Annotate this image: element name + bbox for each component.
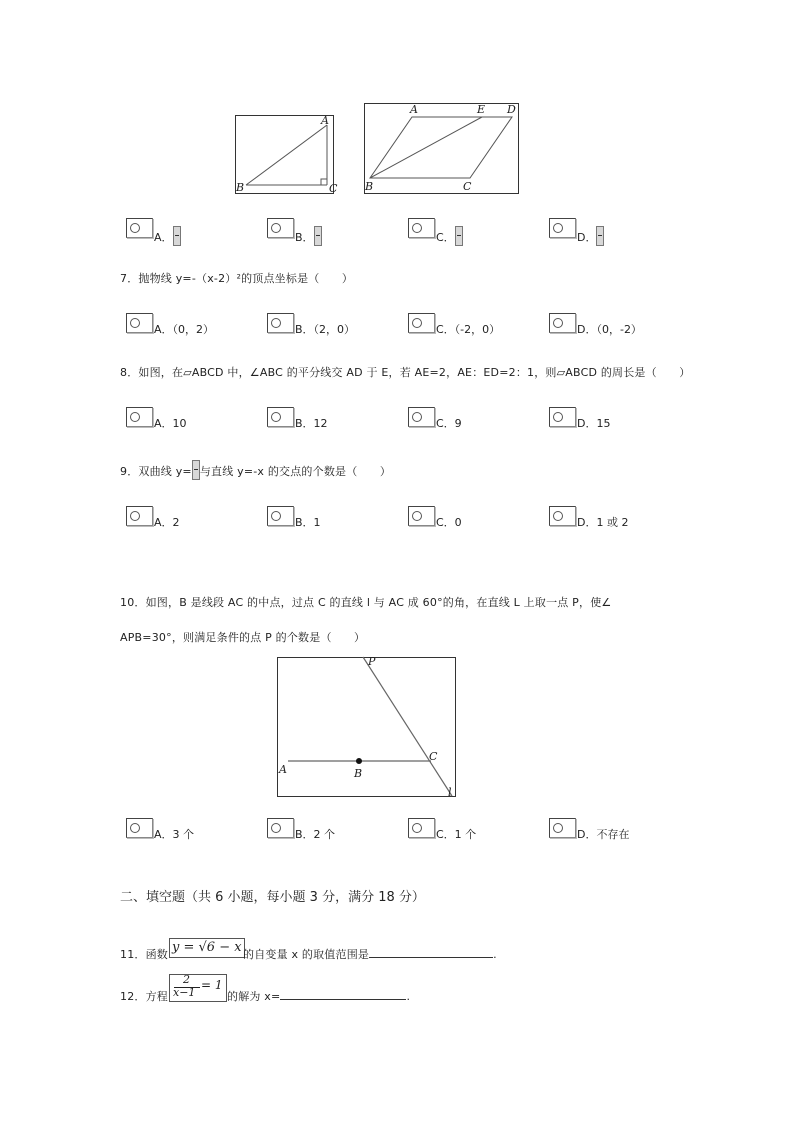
q11-formula: y = √6 − x [169, 938, 245, 958]
q6-option-c-checkbox[interactable] [408, 218, 435, 238]
q9-option-c-checkbox[interactable] [408, 506, 435, 526]
radio-icon [271, 511, 281, 521]
q8-option-b[interactable] [267, 407, 367, 429]
radio-icon [130, 412, 140, 422]
q6-option-c[interactable] [408, 218, 468, 244]
q12-suffix-text: 的解为 x= [227, 990, 281, 1003]
triangle-label-a: A [321, 114, 329, 127]
q11-prefix: 11．函数 [120, 948, 168, 961]
parallelogram-label-a: A [410, 103, 418, 116]
q7-option-b-checkbox[interactable] [267, 313, 294, 333]
radio-icon [271, 223, 281, 233]
q9-option-d-label: D．1 或 2 [577, 516, 629, 529]
q12-rhs: = 1 [201, 978, 223, 992]
parallelogram-label-c: C [463, 180, 472, 193]
radio-icon [130, 823, 140, 833]
radio-icon [412, 223, 422, 233]
q9-option-c[interactable] [408, 506, 508, 528]
parallelogram-figure [364, 103, 520, 195]
q6-option-c-label: C． [436, 226, 463, 246]
radio-icon [553, 511, 563, 521]
q8-option-a[interactable] [126, 407, 226, 429]
q12-denominator: x−1 [173, 986, 196, 999]
q10-option-c[interactable] [408, 818, 508, 840]
fraction-image-icon [192, 460, 200, 480]
radio-icon [130, 511, 140, 521]
q10-option-c-label: C．1 个 [436, 828, 477, 841]
fraction-image-icon [314, 226, 322, 246]
q7-option-a[interactable] [126, 313, 246, 335]
q7-option-d-label: D．（0，-2） [577, 323, 642, 336]
q11-end-text: . [493, 948, 497, 961]
q12-numerator: 2 [183, 973, 190, 986]
section-heading: 二、填空题（共 6 小题，每小题 3 分，满分 18 分） [120, 890, 425, 905]
triangle-label-c: C [329, 182, 338, 195]
q9-option-d[interactable] [549, 506, 649, 528]
q8-option-d[interactable] [549, 407, 649, 429]
lines-label-p: P [368, 655, 376, 668]
lines-label-b: B [354, 767, 363, 780]
q8-option-d-checkbox[interactable] [549, 407, 576, 427]
q7-question-text: 7．抛物线 y=-（x-2）²的顶点坐标是（ ） [120, 272, 354, 285]
q8-option-c-label: C．9 [436, 417, 462, 430]
radio-icon [412, 511, 422, 521]
q9-question-text [120, 460, 391, 480]
q10-question-line2: APB=30°，则满足条件的点 P 的个数是（ ） [120, 631, 366, 644]
q10-option-b[interactable] [267, 818, 367, 840]
q6-option-b-checkbox[interactable] [267, 218, 294, 238]
q10-option-a-checkbox[interactable] [126, 818, 153, 838]
q10-option-c-checkbox[interactable] [408, 818, 435, 838]
q7-option-c-checkbox[interactable] [408, 313, 435, 333]
radio-icon [412, 318, 422, 328]
q9-option-a-label: A．2 [154, 516, 180, 529]
fraction-image-icon [173, 226, 181, 246]
q7-option-b[interactable] [267, 313, 387, 335]
q9-option-a-checkbox[interactable] [126, 506, 153, 526]
q7-option-a-checkbox[interactable] [126, 313, 153, 333]
q6-option-a-checkbox[interactable] [126, 218, 153, 238]
q10-option-d-checkbox[interactable] [549, 818, 576, 838]
q6-option-b[interactable] [267, 218, 327, 244]
fraction-image-icon [596, 226, 604, 246]
q8-question-text: 8．如图，在▱ABCD 中，∠ABC 的平分线交 AD 于 E，若 AE=2，AE：ED=2：1，则▱ABCD 的周长是（ ） [120, 366, 691, 379]
triangle-figure [235, 114, 338, 195]
lines-label-l: l [448, 786, 452, 799]
radio-icon [412, 823, 422, 833]
q12-formula [169, 974, 227, 1002]
q7-option-c[interactable] [408, 313, 528, 335]
q12-end-text: . [406, 990, 411, 1003]
q12-answer-blank[interactable] [280, 999, 406, 1000]
q8-option-a-checkbox[interactable] [126, 407, 153, 427]
q8-option-c-checkbox[interactable] [408, 407, 435, 427]
q10-option-a[interactable] [126, 818, 226, 840]
triangle-label-b: B [236, 181, 245, 194]
q10-option-b-label: B．2 个 [295, 828, 336, 841]
lines-figure [277, 657, 457, 798]
q10-option-d[interactable] [549, 818, 649, 840]
q9-option-b-label: B．1 [295, 516, 321, 529]
q10-question-line1: 10．如图，B 是线段 AC 的中点，过点 C 的直线 l 与 AC 成 60°的角，在直线 L 上取一点 P，使∠ [120, 596, 612, 609]
fraction-image-icon [455, 226, 463, 246]
q6-option-a[interactable] [126, 218, 186, 244]
radio-icon [271, 823, 281, 833]
q7-option-c-label: C．（-2，0） [436, 323, 501, 336]
q8-option-b-checkbox[interactable] [267, 407, 294, 427]
lines-label-c: C [429, 750, 438, 763]
q7-option-d-checkbox[interactable] [549, 313, 576, 333]
q12-prefix: 12．方程 [120, 990, 168, 1003]
q9-option-b[interactable] [267, 506, 367, 528]
radio-icon [553, 823, 563, 833]
q6-option-a-label: A． [154, 226, 181, 246]
q9-text-after: 与直线 y=-x 的交点的个数是（ ） [199, 465, 392, 478]
q11-suffix-text: 的自变量 x 的取值范围是 [243, 948, 370, 961]
q10-option-d-label: D．不存在 [577, 828, 630, 841]
q9-option-c-label: C．0 [436, 516, 462, 529]
q7-option-d[interactable] [549, 313, 669, 335]
q7-option-a-label: A．（0，2） [154, 323, 215, 336]
radio-icon [412, 412, 422, 422]
radio-icon [553, 223, 563, 233]
q8-option-a-label: A．10 [154, 417, 187, 430]
q8-option-b-label: B．12 [295, 417, 328, 430]
q6-option-d-label: D． [577, 226, 604, 246]
q9-option-a[interactable] [126, 506, 226, 528]
q6-option-d[interactable] [549, 218, 609, 244]
q10-option-b-checkbox[interactable] [267, 818, 294, 838]
parallelogram-label-d: D [507, 103, 516, 116]
q6-option-b-label: B． [295, 226, 322, 246]
radio-icon [553, 318, 563, 328]
radio-icon [130, 223, 140, 233]
q7-option-b-label: B．（2，0） [295, 323, 356, 336]
q9-option-d-checkbox[interactable] [549, 506, 576, 526]
q10-option-a-label: A．3 个 [154, 828, 195, 841]
radio-icon [271, 318, 281, 328]
parallelogram-label-e: E [477, 103, 486, 116]
q8-option-d-label: D．15 [577, 417, 611, 430]
q9-option-b-checkbox[interactable] [267, 506, 294, 526]
q11-answer-blank[interactable] [369, 957, 493, 958]
radio-icon [130, 318, 140, 328]
radio-icon [553, 412, 563, 422]
q6-option-d-checkbox[interactable] [549, 218, 576, 238]
q11-suffix [243, 946, 497, 962]
q9-text-before: 9．双曲线 y= [120, 465, 192, 478]
q8-option-c[interactable] [408, 407, 508, 429]
q12-suffix [227, 988, 410, 1004]
radio-icon [271, 412, 281, 422]
parallelogram-label-b: B [365, 180, 374, 193]
lines-label-a: A [279, 763, 287, 776]
